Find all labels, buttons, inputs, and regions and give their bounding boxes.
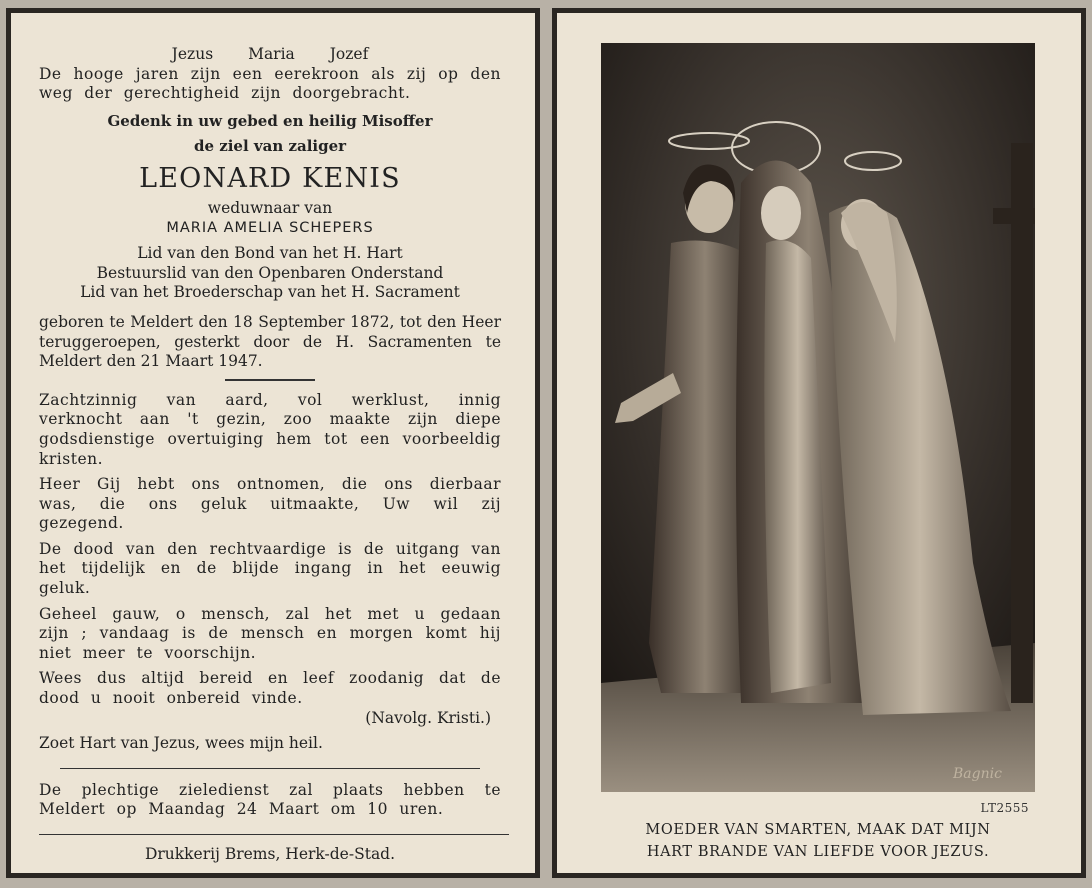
- artist-signature: Bagnic: [953, 766, 1002, 782]
- membership-1: Lid van den Bond van het H. Hart: [137, 244, 403, 263]
- caption-line-2: HART BRANDE VAN LIEFDE VOOR JEZUS.: [646, 844, 990, 860]
- paragraph-death: De dood van den rechtvaardige is de uitgang van het tijdelijk en de blijde ingang in het eeuwig geluk.: [39, 539, 501, 598]
- cross-post: [1011, 143, 1033, 703]
- membership-2: Bestuurslid van den Openbaren Onderstand: [96, 263, 444, 282]
- divider-line-bottom: [39, 834, 509, 835]
- cross-beam: [993, 208, 1035, 224]
- divider-line: [60, 768, 480, 769]
- memorial-card-text: [6, 8, 540, 878]
- paragraph-character: Zachtzinnig van aard, vol werklust, innig verknocht aan 't gezin, zoo maakte zijn diepe godsdienstige overtuiging hem tot een voorbeeldig kristen.: [39, 390, 501, 468]
- invocation: Zoet Hart van Jezus, wees mijn heil.: [39, 734, 323, 753]
- holy-names-header: Jezus Maria Jozef: [171, 45, 369, 63]
- prayer-request: Gedenk in uw gebed en heilig Misoffer: [107, 111, 433, 130]
- birth-death-dates: geboren te Meldert den 18 September 1872, tot den Heer teruggeroepen, gesterkt door de H. Sacramenten te Meldert den 21 Maart 1947.: [39, 312, 501, 371]
- prayer-request-soul: de ziel van zaliger: [193, 137, 347, 156]
- print-code: LT2555: [980, 801, 1029, 815]
- membership-3: Lid van het Broederschap van het H. Sacrament: [80, 283, 460, 302]
- figure-center-face: [761, 186, 801, 240]
- paragraph-prayer: Heer Gij hebt ons ontnomen, die ons dierbaar was, die ons geluk uitmaakte, Uw wil zij gezegend.: [39, 475, 501, 533]
- memorial-text-block: [39, 45, 501, 865]
- opening-verse: De hooge jaren zijn een eerekroon als zij op den weg der gerechtigheid zijn doorgebracht.: [39, 64, 501, 103]
- caption: [601, 819, 1035, 863]
- caption-line-1: MOEDER VAN SMARTEN, MAAK DAT MIJN: [645, 822, 991, 838]
- devotional-illustration: [601, 43, 1035, 792]
- widower-of: weduwnaar van: [207, 198, 333, 217]
- service-notice: De plechtige zieledienst zal plaats hebben te Meldert op Maandag 24 Maart om 10 uren.: [39, 780, 501, 819]
- paragraph-readiness: Wees dus altijd bereid en leef zoodanig dat de dood u nooit onbereid vinde.: [39, 669, 501, 708]
- paragraph-mortality: Geheel gauw, o mensch, zal het met u gedaan zijn ; vandaag is de mensch en morgen komt hij niet meer te voorschijn.: [39, 604, 501, 662]
- deceased-name: LEONARD KENIS: [139, 162, 401, 194]
- divider: [225, 379, 315, 381]
- quote-source: (Navolg. Kristi.): [365, 708, 491, 727]
- mourning-figures-illustration: [601, 43, 1035, 792]
- printer-credit: Drukkerij Brems, Herk-de-Stad.: [144, 845, 396, 863]
- spouse-name: MARIA AMELIA SCHEPERS: [166, 219, 374, 236]
- memorial-card-image: [552, 8, 1086, 878]
